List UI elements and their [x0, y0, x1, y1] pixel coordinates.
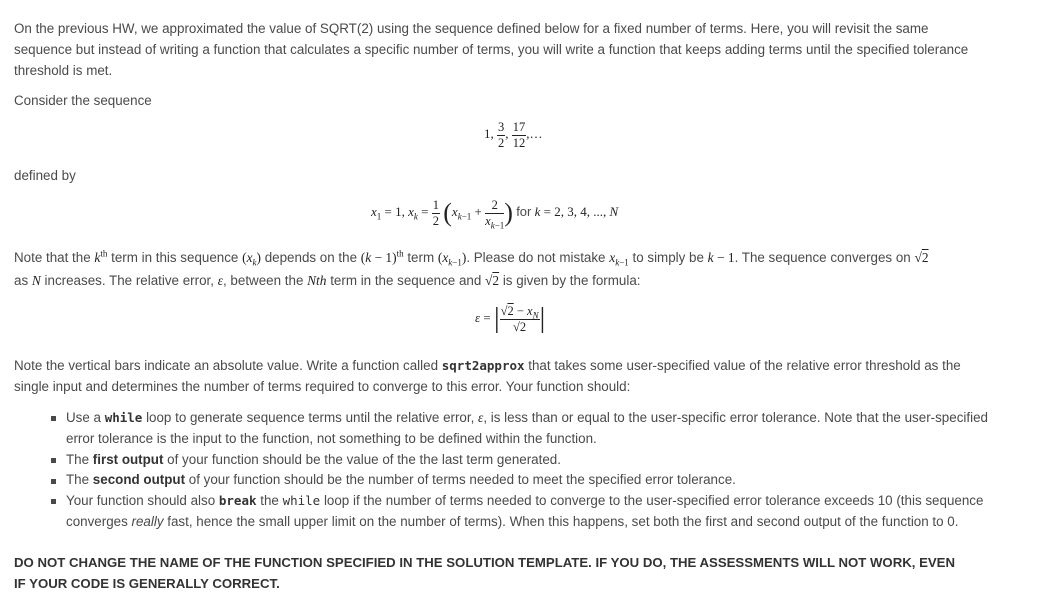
bullet-dot: [51, 458, 56, 463]
bullet-2: The first output of your function should be the value of the the last term generated.: [66, 452, 561, 467]
bullet-3: The second output of your function should be the number of terms needed to meet the specified error tolerance.: [66, 472, 736, 487]
consider-text: Consider the sequence: [14, 93, 152, 108]
defined-by-text: defined by: [14, 168, 76, 183]
bullet-dot: [51, 499, 56, 504]
error-formula: ε = | $\frac{√2 - x_N}{√2}$ |: [475, 303, 546, 334]
bullet-dot: [51, 416, 56, 421]
bullet-4-line-2: converges really fast, hence the small upper limit on the number of terms). When this happens, set both the first and second output of the function to 0.: [66, 514, 959, 529]
warning-line-2: IF YOUR CODE IS GENERALLY CORRECT.: [14, 576, 280, 591]
intro-line-3: threshold is met.: [14, 63, 113, 78]
note-line-2: as N increases. The relative error, ε, between the Nth term in the sequence and √2 is given by the formula:: [14, 273, 641, 288]
bullet-1-line-2: error tolerance is the input to the function, not something to be defined within the function.: [66, 431, 597, 446]
intro-line-2: sequence but instead of writing a function that calculates a specific number of terms, you will write a function that keeps adding terms until the specified tolerance: [14, 42, 969, 57]
recurrence-formula: $x_1 = 1$, $x_k$ = $\frac{1}{2}$ ($x_{k-1}$ + $\frac{2}{x_{k-1}}$ ) for k = 2, 3, 4, ..., N: [371, 198, 619, 230]
warning-line-1: DO NOT CHANGE THE NAME OF THE FUNCTION SPECIFIED IN THE SOLUTION TEMPLATE. IF YOU DO, THE ASSESSMENTS WILL NOT WORK, EVEN: [14, 555, 955, 570]
note2-line-2: single input and determines the number of terms required to converge to this error. Your function should:: [14, 379, 631, 394]
bullet-4-line-1: Your function should also break the while loop if the number of terms needed to converge to the user-specified error tolerance exceeds 10 (this sequence: [66, 493, 984, 508]
note-line-1: Note that the $k^{th}$ term in this sequence $(x_k)$ depends on the $(k - 1)^{th}$ term $(x_{k-1})$. Please do not mistake $x_{k-1}$ to simply be k − 1. The sequence converges on √2: [14, 248, 929, 268]
intro-line-1: On the previous HW, we approximated the value of SQRT(2) using the sequence defined below for a fixed number of terms. Here, you will revisit the same: [14, 21, 929, 36]
note2-line-1: Note the vertical bars indicate an absolute value. Write a function called sqrt2approx that takes some user-specified value of the relative error threshold as the: [14, 358, 961, 373]
bullet-dot: [51, 479, 56, 484]
function-name: sqrt2approx: [441, 358, 525, 373]
sequence-formula: 1, $\frac{3}{2}$ , $\frac{17}{12}$ ,…: [484, 120, 543, 150]
bullet-1-line-1: Use a while loop to generate sequence terms until the relative error, ε, is less than or equal to the user-specific error tolerance. Note that the user-specified: [66, 410, 988, 425]
